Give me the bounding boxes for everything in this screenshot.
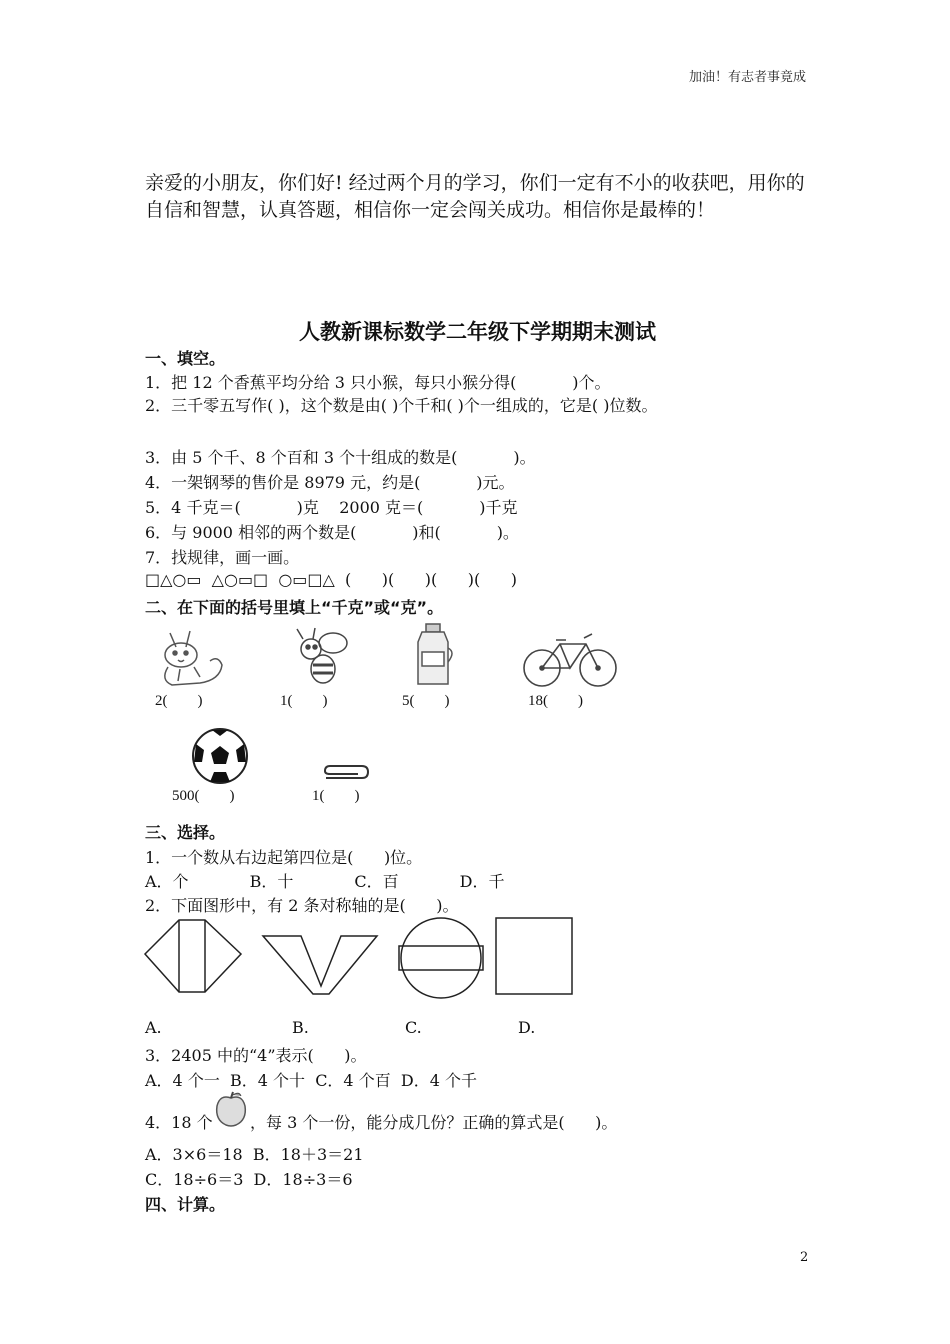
apple-icon xyxy=(212,1090,250,1128)
question-1-6: 6．与 9000 相邻的两个数是( )和( )。 xyxy=(145,523,519,542)
section-weight-units-heading: 二、在下面的括号里填上“千克”或“克”。 xyxy=(145,598,444,617)
question-3-4-prefix: 4．18 个 xyxy=(145,1113,213,1132)
question-3-2: 2．下面图形中，有 2 条对称轴的是( )。 xyxy=(145,896,459,915)
bee-icon xyxy=(285,625,355,690)
section-fill-in-heading: 一、填空。 xyxy=(145,349,226,368)
question-1-3: 3．由 5 个千、8 个百和 3 个十组成的数是( )。 xyxy=(145,448,536,467)
page-header-motto: 加油！有志者事竟成 xyxy=(688,70,806,85)
shape-label-d: D. xyxy=(518,1018,536,1037)
shape-label-a: A. xyxy=(145,1018,162,1037)
question-3-3: 3．2405 中的“4”表示( )。 xyxy=(145,1046,367,1065)
shape-a xyxy=(145,920,241,992)
bottle-icon xyxy=(410,622,460,690)
cat-icon xyxy=(150,625,230,690)
weight-caption-bee: 1( ) xyxy=(280,693,328,709)
shape-b xyxy=(263,936,377,994)
question-1-7-pattern: □△○▭ △○▭□ ○▭□△ ( )( )( )( ) xyxy=(145,570,518,589)
question-3-1: 1．一个数从右边起第四位是( )位。 xyxy=(145,848,423,867)
paperclip-icon xyxy=(318,760,373,784)
section-choice-heading: 三、选择。 xyxy=(145,823,226,842)
question-3-4-options-2: C．18÷6＝3 D．18÷3＝6 xyxy=(145,1170,353,1189)
page-number: 2 xyxy=(800,1250,809,1265)
shape-d xyxy=(496,918,572,994)
question-1-5: 5．4 千克＝( )克 2000 克＝( )千克 xyxy=(145,498,518,517)
shape-label-c: C. xyxy=(405,1018,422,1037)
soccer-ball-icon xyxy=(190,726,250,786)
weight-caption-paperclip: 1( ) xyxy=(312,788,360,804)
intro-paragraph: 亲爱的小朋友，你们好! 经过两个月的学习，你们一定有不小的收获吧，用你的自信和智慧，认真答题，相信你一定会闯关成功。相信你是最棒的！ xyxy=(145,172,805,221)
exam-title: 人教新课标数学二年级下学期期末测试 xyxy=(299,320,656,344)
question-1-7: 7．找规律，画一画。 xyxy=(145,548,300,567)
question-1-2: 2．三千零五写作( )，这个数是由( )个千和( )个一组成的，它是( )位数。 xyxy=(145,396,658,415)
question-3-4-options-1: A．3×6＝18 B．18＋3＝21 xyxy=(145,1145,364,1164)
bicycle-icon xyxy=(520,630,620,690)
shape-label-b: B. xyxy=(292,1018,309,1037)
question-3-4-suffix: ，每 3 个一份，能分成几份？正确的算式是( )。 xyxy=(250,1113,618,1132)
question-1-4: 4．一架钢琴的售价是 8979 元，约是( )元。 xyxy=(145,473,515,492)
section-calculation-heading: 四、计算。 xyxy=(145,1195,226,1214)
weight-caption-bicycle: 18( ) xyxy=(528,693,583,709)
weight-caption-soccer-ball: 500( ) xyxy=(172,788,235,804)
symmetry-shapes xyxy=(143,916,578,998)
weight-caption-cat: 2( ) xyxy=(155,693,203,709)
question-1-1: 1．把 12 个香蕉平均分给 3 只小猴，每只小猴分得( )个。 xyxy=(145,373,611,392)
weight-caption-bottle: 5( ) xyxy=(402,693,450,709)
question-3-1-options: A．个 B．十 C．百 D．千 xyxy=(145,872,505,891)
question-3-3-options: A．4 个一 B．4 个十 C．4 个百 D．4 个千 xyxy=(145,1071,477,1090)
shape-c xyxy=(399,918,483,998)
